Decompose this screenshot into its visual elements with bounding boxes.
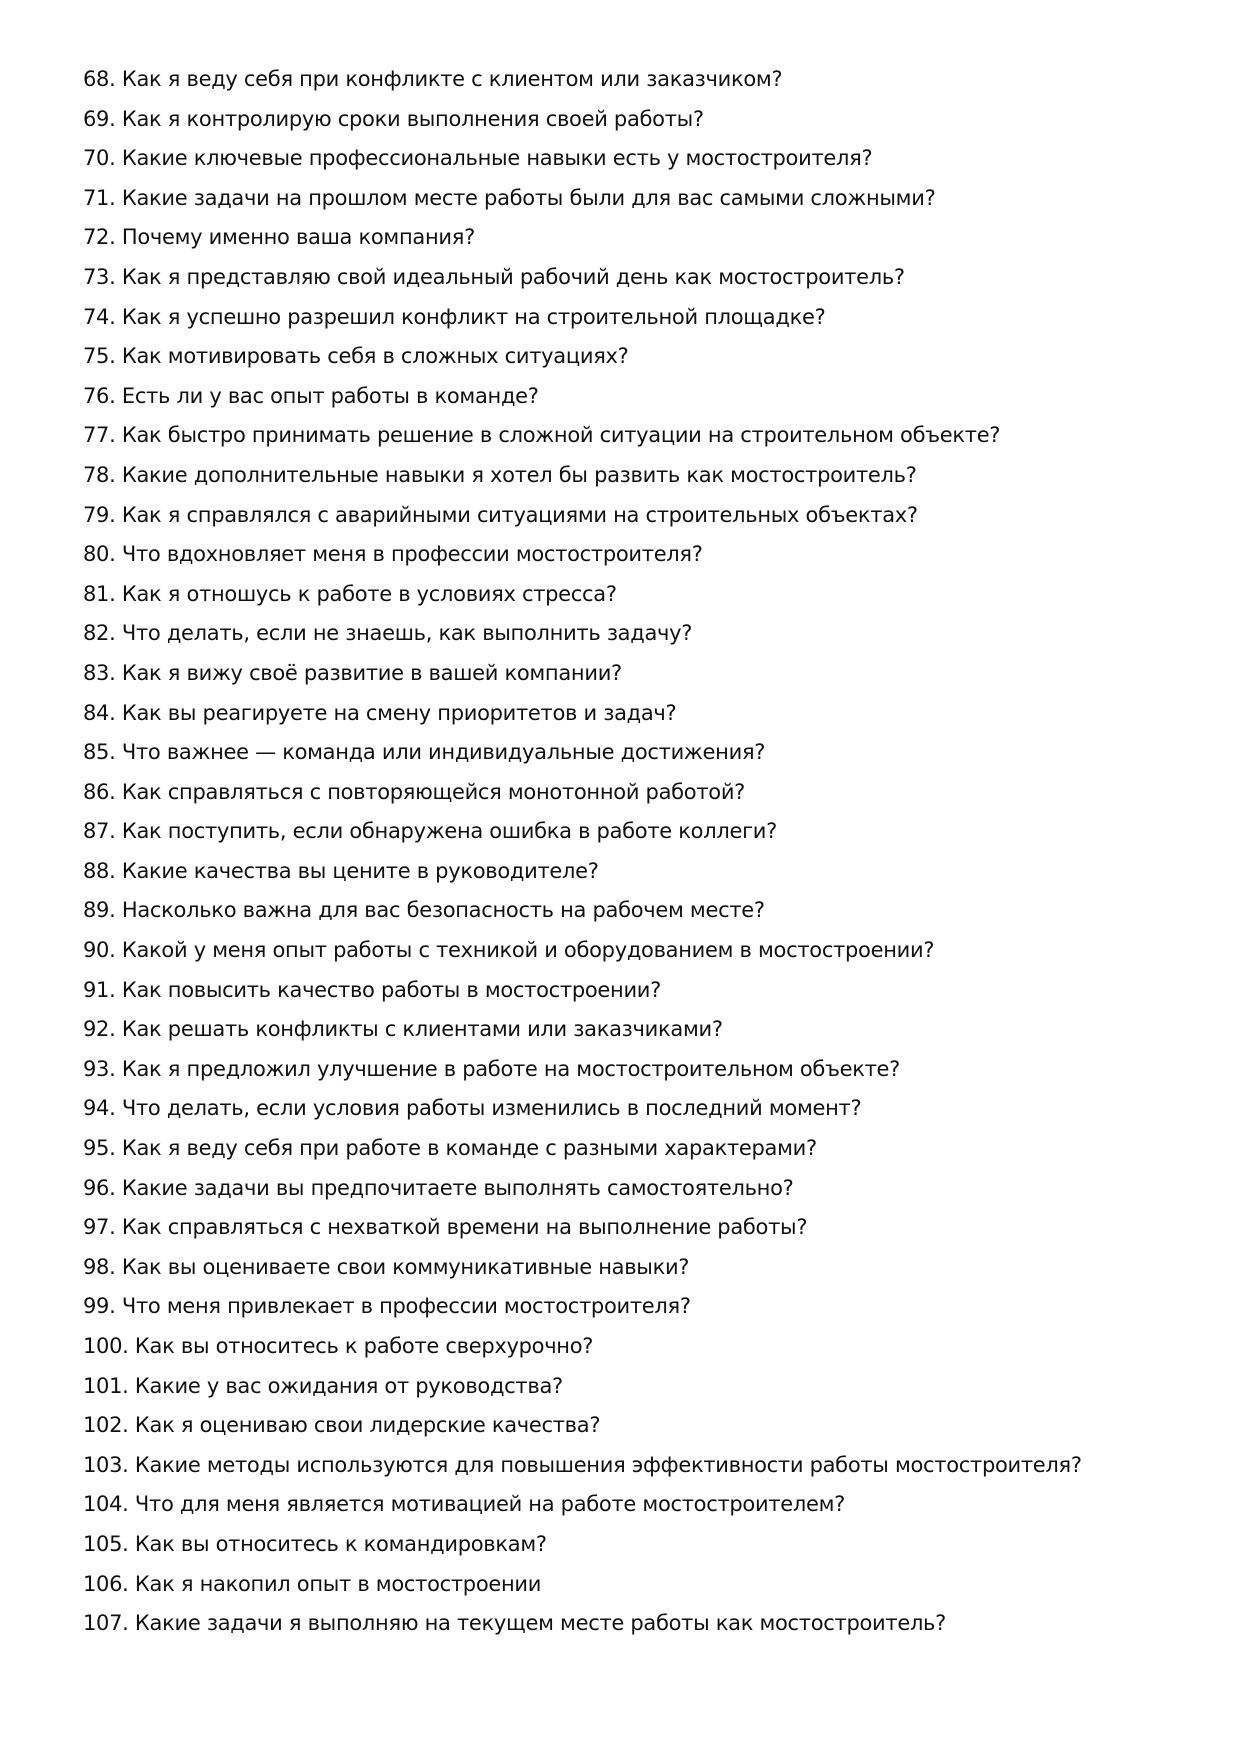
question-item: 83. Как я вижу своё развитие в вашей компании? xyxy=(83,660,622,685)
question-item: 69. Как я контролирую сроки выполнения своей работы? xyxy=(83,106,704,131)
question-item: 76. Есть ли у вас опыт работы в команде? xyxy=(83,383,539,408)
question-item: 101. Какие у вас ожидания от руководства? xyxy=(83,1373,563,1398)
question-item: 94. Что делать, если условия работы изменились в последний момент? xyxy=(83,1096,862,1121)
question-item: 89. Насколько важна для вас безопасность на рабочем месте? xyxy=(83,898,765,923)
question-item: 99. Что меня привлекает в профессии мостостроителя? xyxy=(83,1294,691,1319)
question-item: 72. Почему именно ваша компания? xyxy=(83,225,475,250)
question-item: 71. Какие задачи на прошлом месте работы были для вас самыми сложными? xyxy=(83,185,936,210)
question-item: 88. Какие качества вы цените в руководителе? xyxy=(83,858,599,883)
question-item: 85. Что важнее — команда или индивидуальные достижения? xyxy=(83,740,766,765)
question-item: 87. Как поступить, если обнаружена ошибка в работе коллеги? xyxy=(83,819,778,844)
question-item: 90. Какой у меня опыт работы с техникой и оборудованием в мостостроении? xyxy=(83,938,935,963)
question-item: 79. Как я справлялся с аварийными ситуациями на строительных объектах? xyxy=(83,502,918,527)
question-item: 96. Какие задачи вы предпочитаете выполнять самостоятельно? xyxy=(83,1175,794,1200)
question-item: 73. Как я представляю свой идеальный рабочий день как мостостроитель? xyxy=(83,264,905,289)
question-item: 82. Что делать, если не знаешь, как выполнить задачу? xyxy=(83,621,693,646)
question-item: 74. Как я успешно разрешил конфликт на строительной площадке? xyxy=(83,304,826,329)
question-item: 98. Как вы оцениваете свои коммуникативные навыки? xyxy=(83,1254,690,1279)
question-item: 103. Какие методы используются для повышения эффективности работы мостостроителя? xyxy=(83,1452,1082,1477)
question-item: 86. Как справляться с повторяющейся монотонной работой? xyxy=(83,779,746,804)
question-item: 95. Как я веду себя при работе в команде с разными характерами? xyxy=(83,1136,817,1161)
question-item: 78. Какие дополнительные навыки я хотел бы развить как мостостроитель? xyxy=(83,462,917,487)
question-item: 77. Как быстро принимать решение в сложной ситуации на строительном объекте? xyxy=(83,423,1001,448)
question-item: 70. Какие ключевые профессиональные навыки есть у мостостроителя? xyxy=(83,146,873,171)
question-list xyxy=(83,60,1203,1644)
question-item: 97. Как справляться с нехваткой времени на выполнение работы? xyxy=(83,1215,808,1240)
question-item: 100. Как вы относитесь к работе сверхурочно? xyxy=(83,1334,594,1358)
question-item: 81. Как я отношусь к работе в условиях стресса? xyxy=(83,581,617,606)
question-item: 91. Как повысить качество работы в мостостроении? xyxy=(83,977,661,1002)
question-item: 75. Как мотивировать себя в сложных ситуациях? xyxy=(83,344,629,369)
question-item: 102. Как я оцениваю свои лидерские качества? xyxy=(83,1413,601,1438)
question-item: 105. Как вы относитесь к командировкам? xyxy=(83,1531,547,1556)
question-item: 107. Какие задачи я выполняю на текущем месте работы как мостостроитель? xyxy=(83,1611,946,1636)
question-item: 80. Что вдохновляет меня в профессии мостостроителя? xyxy=(83,542,703,567)
question-item: 84. Как вы реагируете на смену приоритетов и задач? xyxy=(83,700,677,725)
question-item: 68. Как я веду себя при конфликте с клиентом или заказчиком? xyxy=(83,67,783,91)
question-item: 106. Как я накопил опыт в мостостроении xyxy=(83,1571,542,1596)
question-item: 93. Как я предложил улучшение в работе на мостостроительном объекте? xyxy=(83,1056,901,1081)
question-item: 92. Как решать конфликты с клиентами или заказчиками? xyxy=(83,1017,723,1042)
question-item: 104. Что для меня является мотивацией на работе мостостроителем? xyxy=(83,1492,846,1517)
